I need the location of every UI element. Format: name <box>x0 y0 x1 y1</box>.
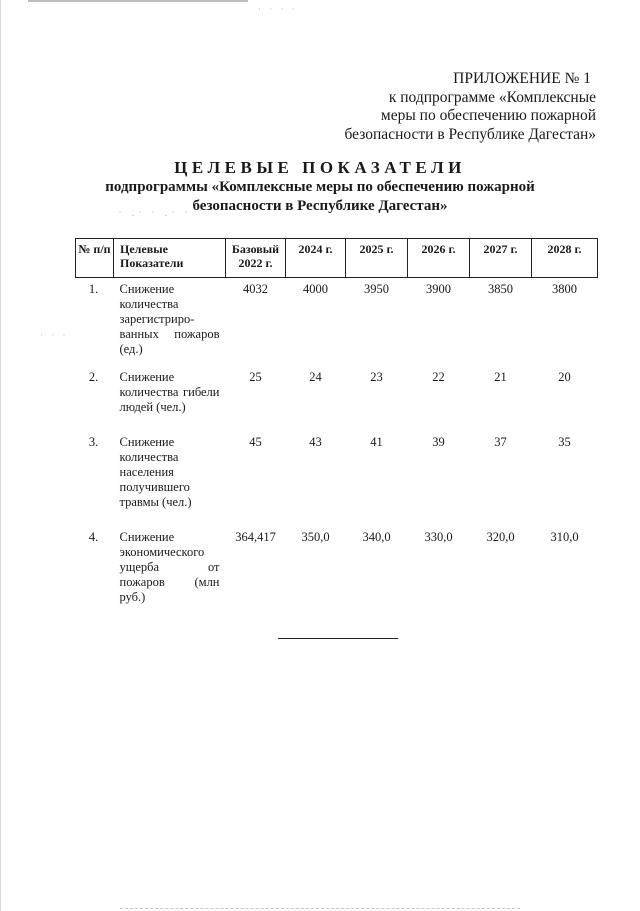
appendix-text-line: меры по обеспечению пожарной <box>380 107 596 124</box>
table-row <box>76 278 598 368</box>
indicators-table <box>75 238 598 610</box>
row-value: 20 <box>558 370 571 384</box>
table-row <box>76 367 598 432</box>
row-value: 3900 <box>408 278 470 368</box>
appendix-block <box>336 70 596 144</box>
row-value: 23 <box>370 370 383 384</box>
title-heading: ЦЕЛЕВЫЕ ПОКАЗАТЕЛИ <box>174 158 466 177</box>
row-number: 4. <box>88 530 99 544</box>
appendix-text-line: к подпрограмме «Комплексные <box>388 88 596 106</box>
header-cell-2026: 2026 г. <box>408 239 470 278</box>
scan-artifact-top <box>28 0 248 2</box>
row-value: 3850 <box>470 278 532 368</box>
scan-artifact-bottom <box>120 908 520 910</box>
row-value: 340,0 <box>362 530 391 544</box>
scan-speck: · · · · <box>258 4 298 14</box>
row-value: 330,0 <box>424 530 453 544</box>
header-cell-2025: 2025 г. <box>346 239 408 278</box>
scan-edge <box>0 0 1 911</box>
row-value: 310,0 <box>550 530 579 544</box>
appendix-number: ПРИЛОЖЕНИЕ № 1 <box>453 70 591 87</box>
row-value: 39 <box>432 435 445 449</box>
closing-rule <box>278 638 398 639</box>
document-title <box>80 158 560 216</box>
row-value: 22 <box>432 370 445 384</box>
row-value: 364,417 <box>235 530 276 544</box>
row-value: 320,0 <box>486 530 515 544</box>
row-value: 35 <box>558 435 571 449</box>
row-value: 25 <box>249 370 262 384</box>
table-row <box>76 432 598 527</box>
appendix-text-line: безопасности в Республике Дагестан» <box>344 125 596 143</box>
scan-speck: ˙ ·˙ ˙ ·˙ ˙ <box>118 208 191 222</box>
header-cell-2028: 2028 г. <box>532 239 598 278</box>
row-number: 3. <box>88 435 99 449</box>
row-value: 41 <box>370 435 383 449</box>
header-cell-2024: 2024 г. <box>286 239 346 278</box>
row-value: 21 <box>494 370 507 384</box>
header-cell-base-2022: Базовый 2022 г. <box>226 239 286 278</box>
title-subtitle-line: безопасности в Республике Дагестан» <box>192 198 448 214</box>
row-value: 3800 <box>532 278 598 368</box>
row-indicator-name: Снижение количества населения получившего травмы (чел.) <box>119 435 192 509</box>
table-header-row <box>76 239 598 278</box>
header-cell-number: № п/п <box>76 239 114 278</box>
header-cell-indicator: Целевые Показатели <box>114 239 226 278</box>
row-number: 2. <box>88 370 99 384</box>
row-value: 4000 <box>286 278 346 368</box>
row-indicator-name: Снижение количества зарегистриро-ванных пожаров (ед.) <box>114 278 226 368</box>
header-cell-2027: 2027 г. <box>470 239 532 278</box>
title-subtitle-line: подпрограммы «Комплексные меры по обеспечению пожарной <box>105 179 535 195</box>
row-value: 43 <box>309 435 322 449</box>
row-value: 4032 <box>226 278 286 368</box>
row-number: 1. <box>76 278 114 368</box>
table-row <box>76 527 598 610</box>
row-indicator-name: Снижение количества гибели людей (чел.) <box>119 370 220 414</box>
row-value: 24 <box>309 370 322 384</box>
row-value: 350,0 <box>301 530 330 544</box>
row-value: 37 <box>494 435 507 449</box>
row-value: 45 <box>249 435 262 449</box>
scan-speck: · · · <box>40 330 69 340</box>
row-value: 3950 <box>346 278 408 368</box>
row-indicator-name: Снижение экономического ущерба от пожаров (млн руб.) <box>119 530 220 604</box>
